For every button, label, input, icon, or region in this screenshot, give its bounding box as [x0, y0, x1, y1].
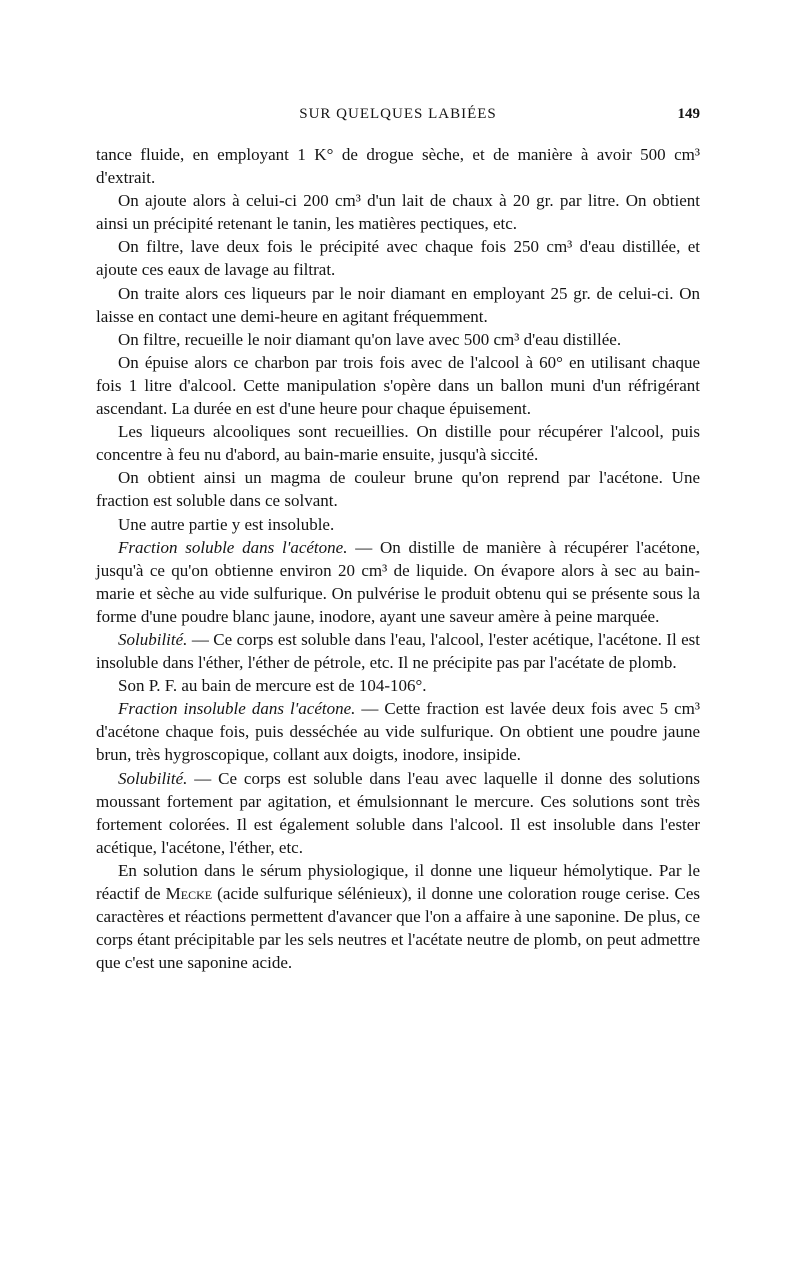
paragraph-text: On ajoute alors à celui-ci 200 cm³ d'un lait de chaux à 20 gr. par litre. On obtient ainsi un précipité retenant le tanin, les matières pectiques, etc. — [96, 191, 700, 234]
paragraph-text: Une autre partie y est insoluble. — [118, 514, 335, 534]
paragraph — [96, 235, 700, 281]
paragraph-text: (acide sulfurique sélénieux), il donne une coloration rouge cerise. Ces caractères et réactions permettent d'avancer que l'on a affaire à une saponine. De plus, ce corps étant précipitable par les sels neutres et l'acétate neutre de plomb, on peut admettre que c'est une saponine acide. — [96, 884, 700, 973]
paragraph-text: — Cette fraction est lavée deux fois avec 5 cm³ d'acétone chaque fois, puis desséchée au vide sulfurique. On obtient une poudre jaune brun, très hygroscopique, collant aux doigts, inodore, insipide. — [96, 699, 700, 765]
paragraph — [96, 466, 700, 512]
running-title: SUR QUELQUES LABIÉES — [299, 106, 497, 122]
paragraph-text: On filtre, recueille le noir diamant qu'on lave avec 500 cm³ d'eau distillée. — [118, 329, 622, 349]
paragraph — [96, 697, 700, 766]
paragraph — [96, 513, 700, 536]
paragraph-text: On obtient ainsi un magma de couleur brune qu'on reprend par l'acétone. Une fraction est soluble dans ce solvant. — [96, 468, 700, 511]
section-lead: Fraction insoluble dans l'acétone. — [118, 699, 356, 719]
paragraph — [96, 143, 700, 189]
paragraph — [96, 536, 700, 628]
paragraph-text: — Ce corps est soluble dans l'eau avec laquelle il donne des solutions moussant fortement par agitation, et émulsionnant le mercure. Ces solutions sont très fortement colorées. Il est également soluble dans l'alcool. Il est insoluble dans l'ester acétique, l'acétone, l'éther, etc. — [96, 768, 700, 857]
paragraph — [96, 674, 700, 697]
section-lead: Solubilité. — [118, 768, 188, 788]
paragraph — [96, 328, 700, 351]
running-head — [96, 106, 700, 130]
paragraph — [96, 282, 700, 328]
paragraph — [96, 767, 700, 859]
body-text — [96, 143, 700, 974]
paragraph-text: tance fluide, en employant 1 K° de drogue sèche, et de manière à avoir 500 cm³ d'extrait. — [96, 145, 700, 188]
section-lead: Fraction soluble dans l'acétone. — [118, 537, 348, 557]
paragraph-text: — Ce corps est soluble dans l'eau, l'alcool, l'ester acétique, l'acétone. Il est insoluble dans l'éther, l'éther de pétrole, etc. Il ne précipite pas par l'acétate de plomb. — [96, 629, 700, 673]
paragraph-text: Les liqueurs alcooliques sont recueillies. On distille pour récupérer l'alcool, puis concentre à feu nu d'abord, au bain-marie ensuite, jusqu'à siccité. — [96, 422, 700, 465]
paragraph — [96, 420, 700, 466]
paragraph — [96, 628, 700, 674]
page-number: 149 — [677, 106, 700, 122]
section-lead: Solubilité. — [118, 629, 188, 649]
paragraph-text: On filtre, lave deux fois le précipité avec chaque fois 250 cm³ d'eau distillée, et ajoute ces eaux de lavage au filtrat. — [96, 237, 700, 280]
paragraph — [96, 859, 700, 974]
paragraph-text: On traite alors ces liqueurs par le noir diamant en employant 25 gr. de celui-ci. On laisse en contact une demi-heure en agitant fréquemment. — [96, 283, 700, 326]
author-name: Mecke — [165, 884, 213, 903]
paragraph — [96, 189, 700, 235]
paragraph-text: Son P. F. au bain de mercure est de 104-106°. — [118, 676, 427, 696]
paragraph-text: En solution dans le sérum physiologique, il donne une liqueur hémolytique. Par le réactif de — [96, 860, 700, 903]
paragraph-text: — On distille de manière à récupérer l'acétone, jusqu'à ce qu'on obtienne environ 20 cm³ de liquide. On évapore alors à sec au bain-marie et sèche au vide sulfurique. On pulvérise le produit obtenu qui se présente sous la forme d'une poudre blanc jaune, inodore, ayant une saveur amère à peine marquée. — [96, 537, 700, 626]
paragraph-text: On épuise alors ce charbon par trois fois avec de l'alcool à 60° en utilisant chaque fois 1 litre d'alcool. Cette manipulation s'opère dans un ballon muni d'un réfrigérant ascendant. La durée en est d'une heure pour chaque épuisement. — [96, 352, 700, 419]
paragraph — [96, 351, 700, 420]
